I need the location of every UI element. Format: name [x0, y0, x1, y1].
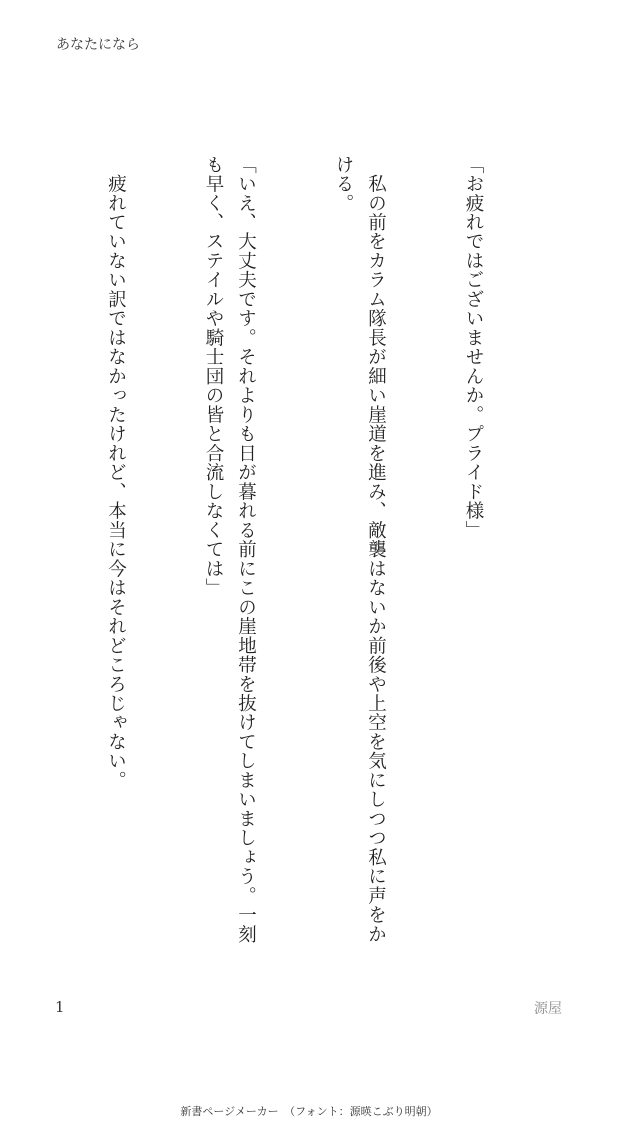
page-number: 1	[55, 998, 65, 1016]
body-text	[54, 155, 554, 955]
paragraph: 私の前をカラム隊長が細い崖道を進み、敵襲はないか前後や上空を気にしつつ私に声をかける。	[333, 155, 387, 944]
author-name: 源屋	[534, 1001, 562, 1017]
paragraph: 疲れていない訳ではなかったけれど、本当に今はそれどころじゃない。	[105, 155, 127, 790]
paragraph: 「お疲れではございませんか。プライド様」	[463, 155, 484, 540]
footer-credit: 新書ページメーカー （フォント：源暎こぶり明朝）	[180, 1105, 438, 1118]
header-title: あなたになら	[56, 37, 140, 53]
paragraph: 「いえ、大丈夫です。それよりも日が暮れる前にこの崖地帯を抜けてしまいましょう。一刻も早く、ステイルや騎士団の皆と合流しなくては」	[203, 155, 257, 944]
paragraph-blank	[2, 155, 35, 955]
